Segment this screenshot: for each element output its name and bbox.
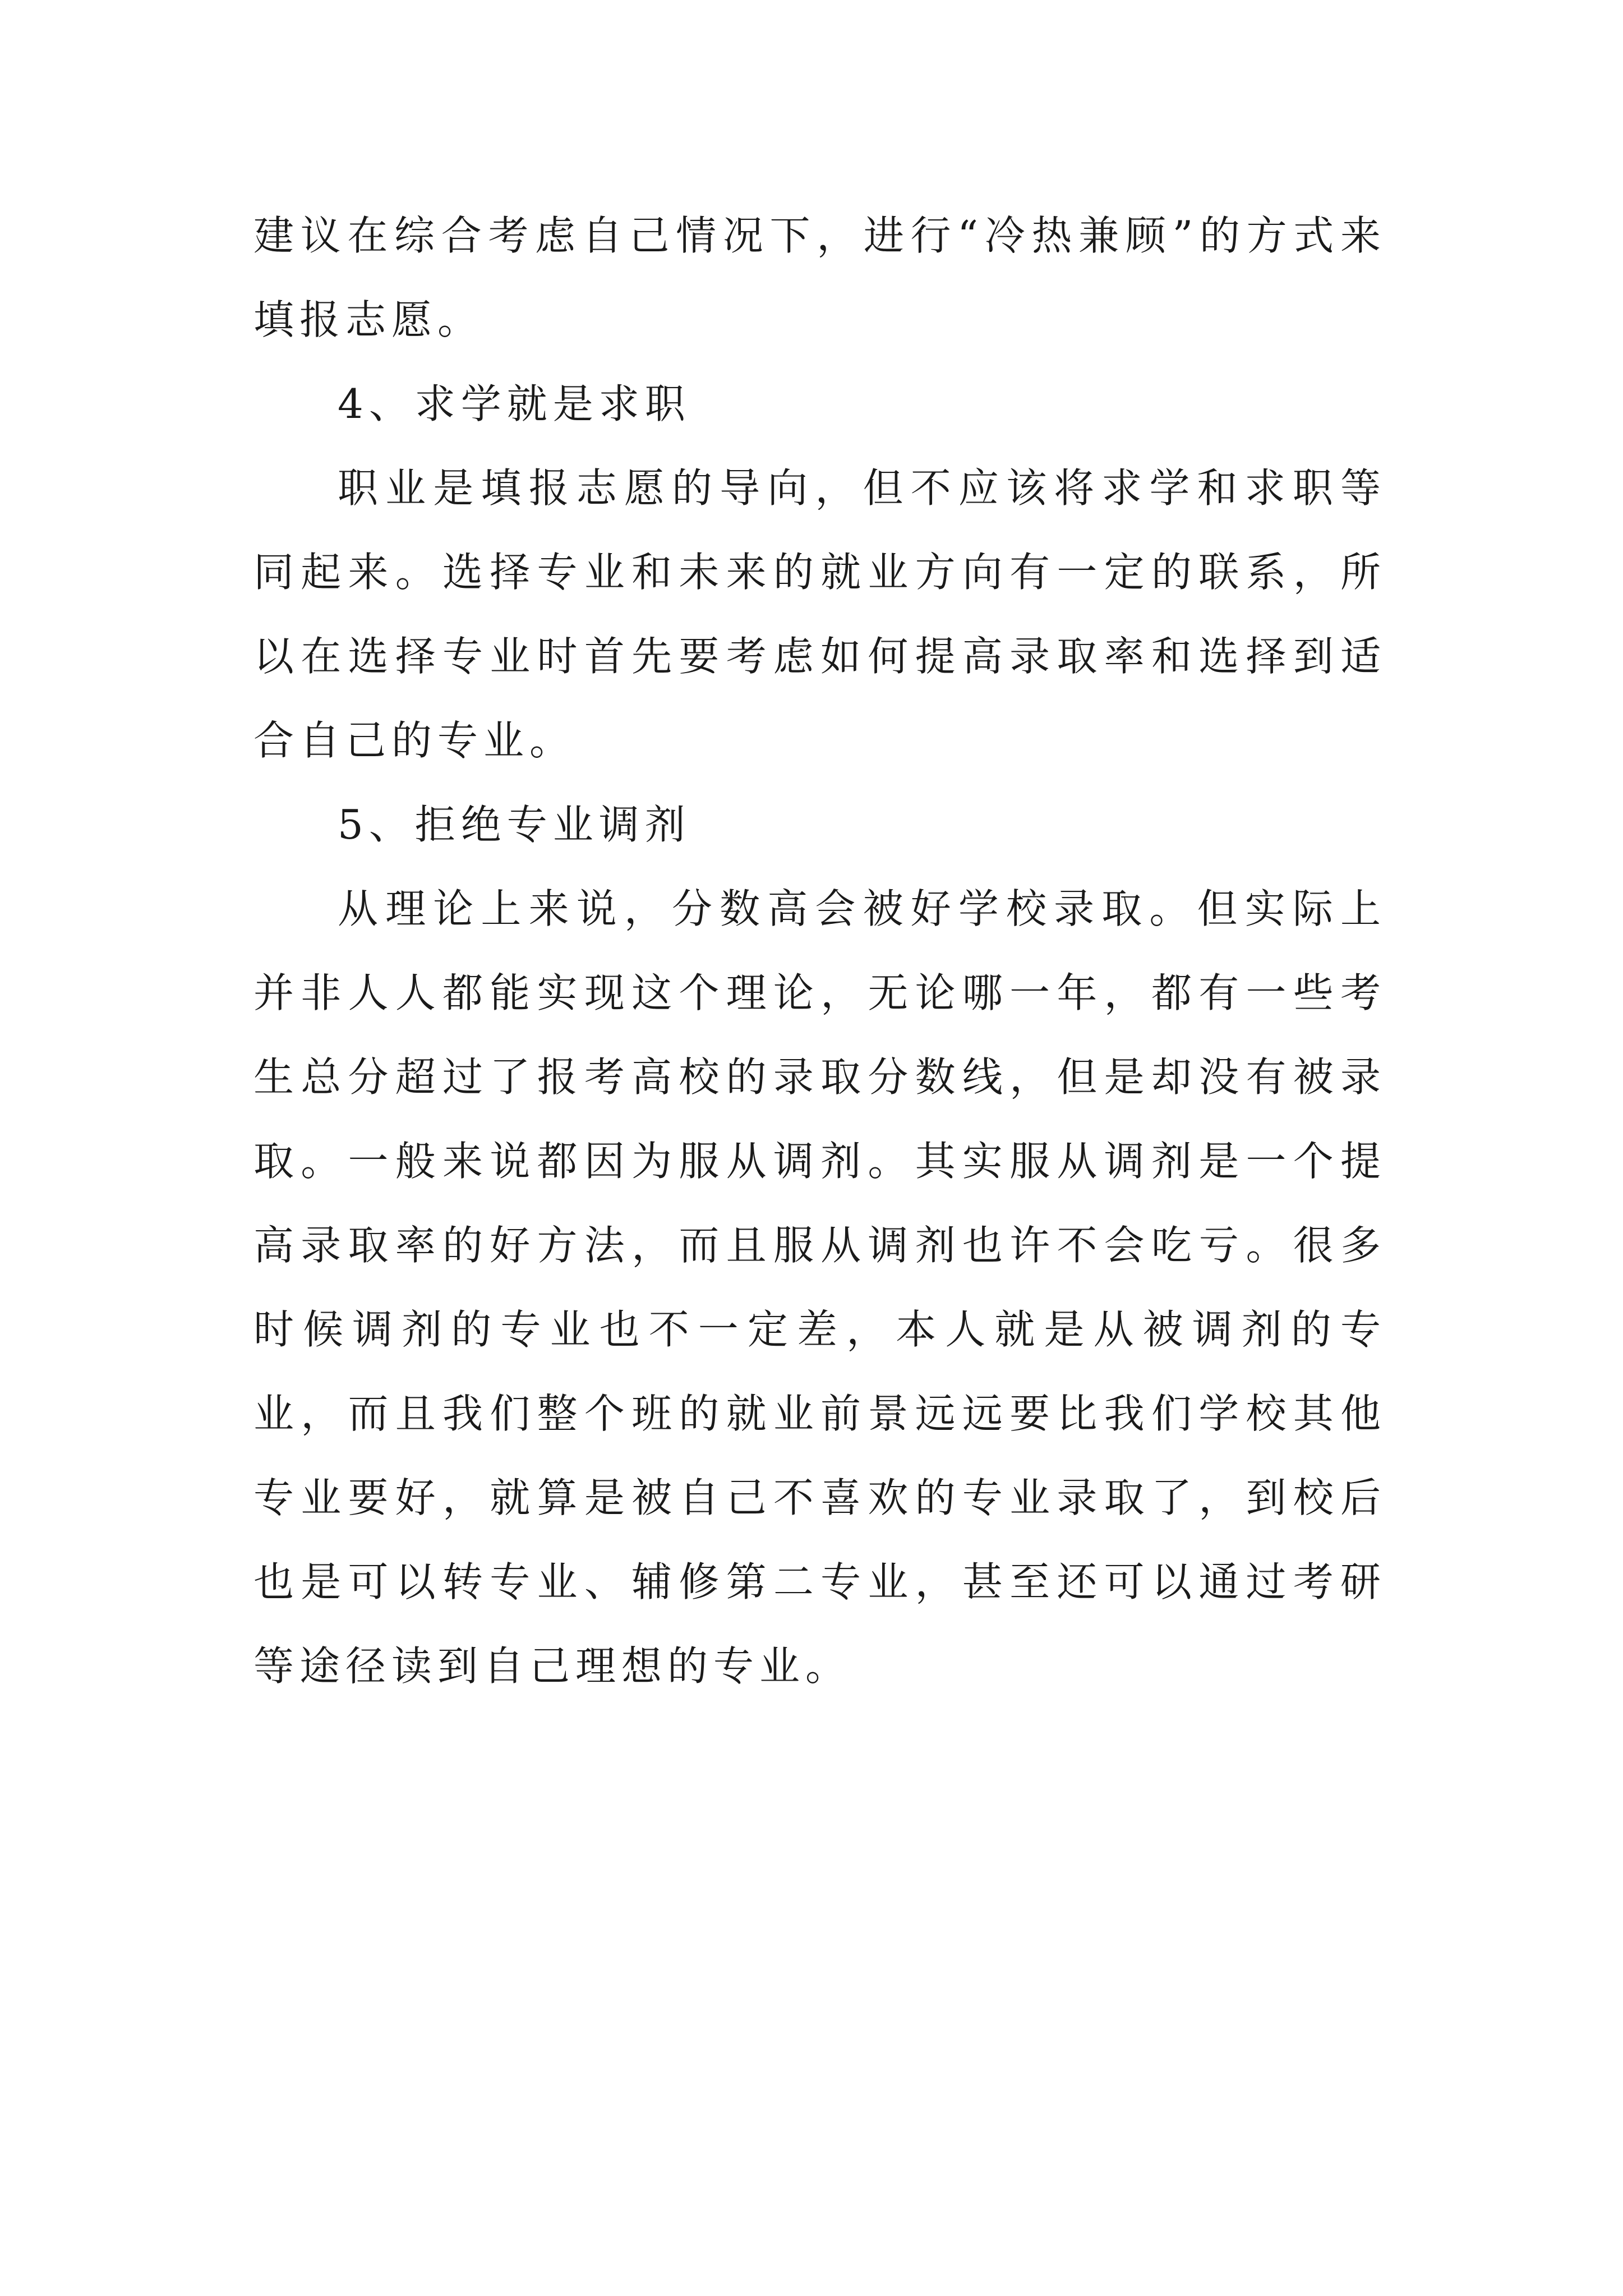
document-body [253,194,1386,1708]
paragraph-career: 职业是填报志愿的导向，但不应该将求学和求职等同起来。选择专业和未来的就业方向有一定的联系，所以在选择专业时首先要考虑如何提高录取率和选择到适合自己的专业。 [253,464,1386,764]
paragraph-adjustment: 从理论上来说，分数高会被好学校录取。但实际上并非人人都能实现这个理论，无论哪一年，都有一些考生总分超过了报考高校的录取分数线，但是却没有被录取。一般来说都因为服从调剂。其实服从调剂是一个提高录取率的好方法，而且服从调剂也许不会吃亏。很多时候调剂的专业也不一定差，本人就是从被调剂的专业，而且我们整个班的就业前景远远要比我们学校其他专业要好，就算是被自己不喜欢的专业录取了，到校后也是可以转专业、辅修第二专业，甚至还可以通过考研等途径读到自己理想的专业。 [253,885,1386,1690]
paragraph-continuation: 建议在综合考虑自己情况下，进行“冷热兼顾”的方式来填报志愿。 [253,212,1386,343]
section-heading-5: 5、拒绝专业调剂 [338,801,691,848]
section-heading-4: 4、求学就是求职 [338,380,691,427]
